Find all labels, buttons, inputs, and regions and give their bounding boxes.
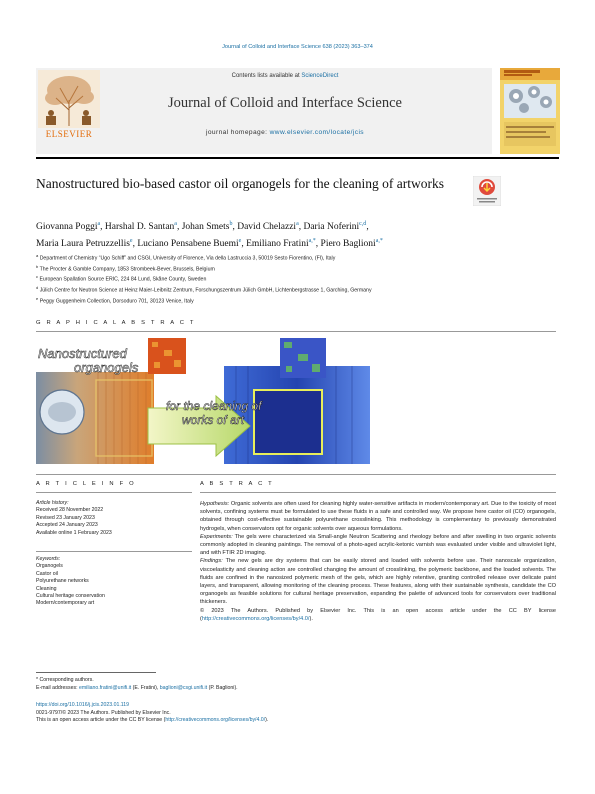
author-name[interactable]: Luciano Pensabene Buemi	[137, 239, 239, 250]
author-affiliation-marker[interactable]: e	[238, 238, 242, 245]
ga-label-works: works of art	[182, 413, 245, 427]
author-name[interactable]: David Chelazzi	[237, 222, 297, 233]
history-entry: Accepted 24 January 2023	[36, 522, 98, 529]
section-divider	[36, 474, 556, 475]
author-name[interactable]: Emiliano Fratini	[246, 239, 309, 250]
author-affiliation-marker[interactable]: a,*	[375, 238, 383, 245]
license-link[interactable]: http://creativecommons.org/licenses/by/4.0/	[165, 717, 266, 723]
abstract-experiments: Experiments: The gels were characterized via Small-angle Neutron Scattering and rheology before and after swelling in two organic solvents commonly adopted in cleaning paintings. The removal of a photo-aged acrylic-ketonic varnish was evaluated under visible and ultraviolet light, and with FTIR 2D imaging.	[200, 533, 556, 557]
author-name[interactable]: Piero Baglioni	[320, 239, 376, 250]
keyword: Organogels	[36, 563, 63, 570]
corresponding-author-note: * Corresponding authors.	[36, 677, 94, 683]
cleaned-area-marker	[254, 390, 322, 454]
author-affiliation-marker[interactable]: a,*	[308, 238, 316, 245]
author-affiliation-marker[interactable]: e	[129, 238, 133, 245]
article-history: Article history: Received 28 November 2022 Revised 23 January 2023 Accepted 24 January 2023 Available online 1 February 2023	[36, 500, 192, 537]
keyword: Cultural heritage conservation	[36, 593, 105, 600]
affiliation-item: $^c$ European Spallation Source ERIC, 224 84 Lund, Skåne County, Sweden	[36, 274, 207, 284]
ga-label-cleaning: for the cleaning of	[166, 399, 262, 413]
abstract-copyright: © 2023 The Authors. Published by Elsevier Inc. This is an open access article under the CC BY license (http://creativecommons.org/licenses/by/4.0/).	[200, 607, 556, 622]
affiliation-item: $^d$ Jülich Centre for Neutron Science at Heinz Maier-Leibnitz Zentrum, Forschungszentrum Jülich GmbH, Lichtenbergstrasse 1, Garching, Germany	[36, 285, 372, 294]
ga-label-nanostructured: Nanostructured	[38, 346, 127, 361]
journal-title: Journal of Colloid and Interface Science	[168, 95, 402, 111]
graphical-abstract-figure	[36, 338, 446, 464]
graphical-abstract-heading: G R A P H I C A L A B S T R A C T	[36, 320, 196, 326]
publication-info	[36, 702, 556, 725]
history-entry: Available online 1 February 2023	[36, 529, 112, 536]
author-name[interactable]: Daria Noferini	[303, 222, 360, 233]
author-affiliation-marker[interactable]: c,d	[359, 221, 367, 227]
abstract-body	[200, 500, 556, 623]
email-link[interactable]: baglioni@csgi.unifi.it	[159, 685, 208, 691]
section-divider	[36, 551, 192, 552]
footnote-divider	[36, 672, 156, 673]
affiliation-item: $^b$ The Procter & Gamble Company, 1853 Strombeek-Bever, Brussels, Belgium	[36, 263, 215, 273]
author-name[interactable]: Maria Laura Petruzzellis	[36, 239, 130, 250]
section-divider	[200, 492, 556, 493]
history-entry: Received 28 November 2022	[36, 507, 104, 514]
journal-cover-image	[500, 68, 560, 154]
author-affiliation-marker[interactable]: b	[229, 221, 233, 227]
section-divider	[36, 492, 192, 493]
abstract-hypothesis: Hypothesis: Organic solvents are often used for cleaning highly water-sensitive artifacts in modern/contemporary art. Due to the toxicity of most solvents, confining systems must be formulated to use these fluids in a safe and controlled way. We propose here castor oil (CO) organogels, obtained through cost-effective sustainable polyurethane crosslinking. This methodology is complementary to previously demonstrated hydrogels, when conservators opt for organic solvents over aqueous formulations.	[200, 501, 556, 532]
section-divider	[36, 331, 556, 332]
author-list: Giovanna Poggi$^a$, Harshal D. Santan$^a$, Johan Smets$^b$, David Chelazzi$^a$, Daria Noferini$^{c,d}$, Maria Laura Petruzzellis$^e$, Luciano Pensabene Buemi$^e$, Emiliano Fratini$^{a,*}$, Piero Baglioni$^{a,*}$	[36, 221, 383, 250]
open-access-line: This is an open access article under the CC BY license (http://creativecommons.org/licenses/by/4.0/).	[36, 717, 269, 723]
affiliation-item: $^a$ Department of Chemistry “Ugo Schiff” and CSGI, University of Florence, Via della Lastruccia 3, 50019 Sesto Fiorentino, (FI), Italy	[36, 253, 336, 262]
author-affiliation-marker[interactable]: a	[97, 221, 101, 227]
journal-reference[interactable]: Journal of Colloid and Interface Science 638 (2023) 363–374	[222, 44, 373, 50]
license-link[interactable]: http://creativecommons.org/licenses/by/4.0/	[201, 615, 310, 622]
keywords: Keywords: Organogels Castor oil Polyurethane networks Cleaning Cultural heritage conservation Modern/contemporary art	[36, 556, 192, 608]
issn-line: 0021-9797/© 2023 The Authors. Published by Elsevier Inc.	[36, 709, 171, 716]
author-name[interactable]: Giovanna Poggi	[36, 222, 98, 233]
affiliation-list	[36, 252, 556, 306]
abstract-findings: Findings: The new gels are dry systems that can be easily stored and loaded with solvents before use. Their nanoscale organization, viscoelasticity and cleaning action are controlled changing the amount of crosslinking, the polymeric backbone, and the loaded solvents. The fluids are confined in the nanosized polymeric mesh of the gels, which are highly retentive, granting controlled release over delicate paint layers, and transparent, allowing monitoring of the cleaning process. These features, along with their sustainable synthesis, candidate the CO organogels as feasible solutions for cultural heritage preservation, expanding the palette of advanced tools for conservators over traditional thickeners.	[200, 558, 556, 606]
contents-line: Contents lists available at ScienceDirect	[231, 73, 339, 79]
email-link[interactable]: emiliano.fratini@unifi.it	[78, 685, 132, 691]
abstract-heading: A B S T R A C T	[200, 481, 274, 487]
check-for-updates-icon[interactable]	[473, 176, 501, 206]
doi-link[interactable]: https://doi.org/10.1016/j.jcis.2023.01.119	[36, 702, 130, 708]
email-addresses: E-mail addresses: emiliano.fratini@unifi.it (E. Fratini), baglioni@csgi.unifi.it (P. Baglioni).	[36, 685, 238, 691]
footnotes	[36, 676, 556, 692]
keyword: Polyurethane networks	[36, 578, 89, 585]
author-name[interactable]: Harshal D. Santan	[104, 222, 175, 233]
keyword: Cleaning	[36, 585, 57, 592]
author-name[interactable]: Johan Smets	[181, 222, 230, 233]
history-entry: Revised 23 January 2023	[36, 514, 95, 521]
header-divider	[36, 157, 559, 159]
sciencedirect-link[interactable]: ScienceDirect	[301, 73, 339, 79]
journal-homepage: journal homepage: www.elsevier.com/locate/jcis	[205, 129, 365, 136]
elsevier-wordmark: ELSEVIER	[45, 129, 93, 139]
ga-label-organogels: organogels	[74, 360, 139, 375]
author-affiliation-marker[interactable]: a	[174, 221, 177, 227]
keyword: Modern/contemporary art	[36, 600, 95, 607]
homepage-link[interactable]: www.elsevier.com/locate/jcis	[269, 129, 365, 136]
article-info-heading: A R T I C L E I N F O	[36, 481, 136, 487]
keyword: Castor oil	[36, 570, 58, 577]
affiliation-item: $^e$ Peggy Guggenheim Collection, Dorsoduro 701, 30123 Venice, Italy	[36, 295, 194, 305]
author-affiliation-marker[interactable]: a	[296, 221, 299, 227]
article-title: Nanostructured bio-based castor oil organogels for the cleaning of artworks	[36, 176, 444, 191]
